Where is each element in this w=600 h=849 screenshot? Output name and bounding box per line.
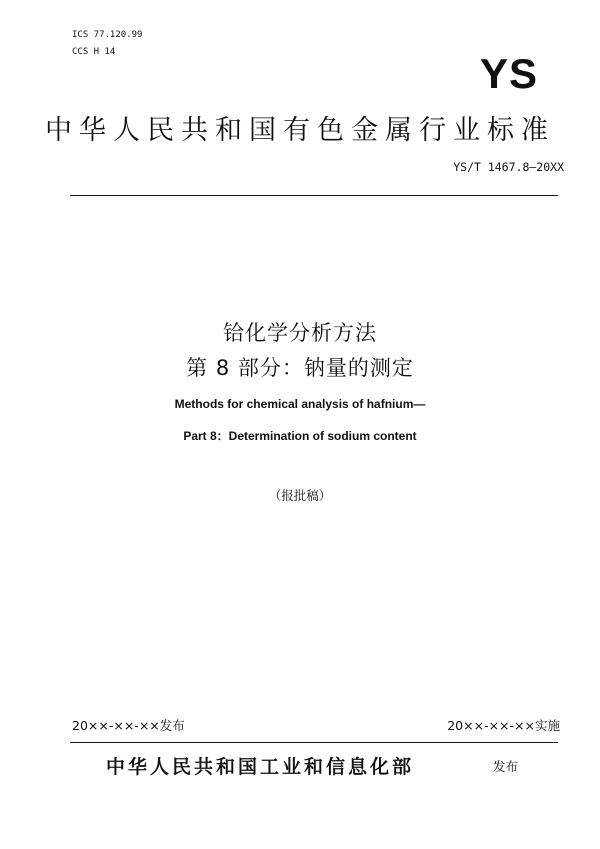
ys-logo: YS	[480, 50, 539, 97]
ics-code: ICS 77.120.99	[72, 30, 143, 40]
draft-status: （报批稿）	[268, 488, 332, 503]
implementation-date: 20××-××-××实施	[447, 718, 560, 733]
title-en-line2: Part 8：Determination of sodium content	[183, 429, 417, 443]
bottom-divider	[70, 742, 558, 743]
issue-date: 20××-××-××发布	[72, 718, 185, 733]
title-cn-line1: 铪化学分析方法	[223, 321, 377, 345]
title-cn-line2: 第 8 部分：钠量的测定	[186, 356, 414, 380]
issue-label: 发布	[493, 759, 519, 774]
top-divider	[70, 195, 558, 196]
standard-number: YS/T 1467.8—20XX	[453, 160, 564, 174]
issuing-ministry: 中华人民共和国工业和信息化部	[106, 756, 415, 778]
title-en-line1: Methods for chemical analysis of hafnium—	[174, 397, 426, 411]
ccs-code: CCS H 14	[72, 47, 116, 57]
standard-title: 中华人民共和国有色金属行业标准	[45, 115, 555, 146]
